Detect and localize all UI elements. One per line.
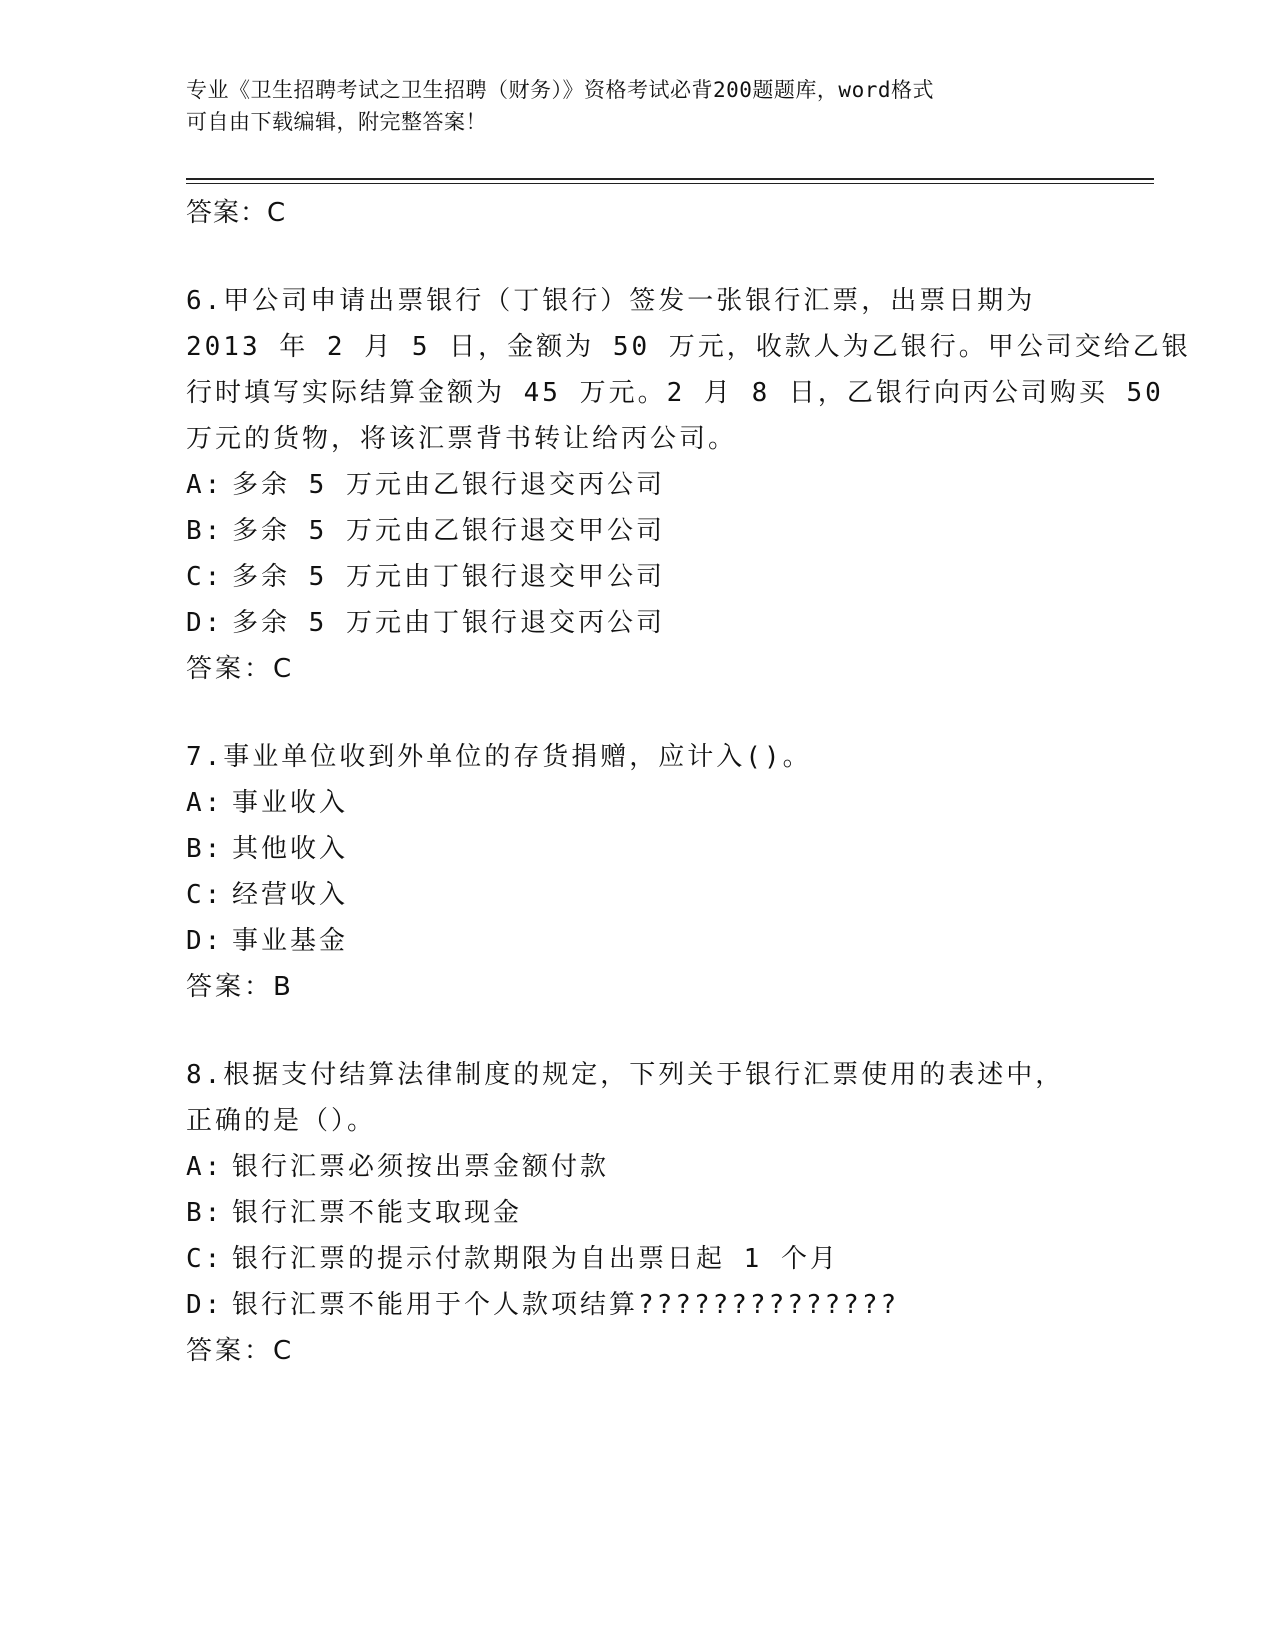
option-letter: A: [186, 1152, 224, 1182]
question-8 [186, 1052, 1086, 1374]
spacer [186, 692, 1086, 734]
option-letter: A: [186, 470, 224, 500]
option-text: 银行汇票不能用于个人款项结算?????????????? [232, 1290, 900, 1320]
spacer [186, 1010, 1086, 1052]
header-line-2: 可自由下载编辑，附完整答案！ [186, 110, 487, 134]
option-text: 事业收入 [232, 788, 349, 818]
answer-line: 答案：C [186, 1336, 295, 1366]
option-letter: D: [186, 1290, 224, 1320]
option-letter: C: [186, 1244, 224, 1274]
option-c [186, 1236, 1086, 1282]
option-d [186, 1282, 1086, 1328]
answer-line: 答案：B [186, 972, 294, 1002]
option-letter: D: [186, 608, 224, 638]
option-a [186, 1144, 1086, 1190]
option-text: 多余 5 万元由丁银行退交甲公司 [232, 562, 665, 592]
question-text-line: 万元的货物，将该汇票背书转让给丙公司。 [186, 424, 738, 454]
document-body [186, 190, 1191, 1374]
option-c [186, 872, 1086, 918]
question-7 [186, 734, 1086, 1010]
option-b [186, 1190, 1086, 1236]
option-text: 经营收入 [232, 880, 349, 910]
header-rule-thin [186, 183, 1154, 184]
previous-answer: 答案：C [186, 198, 287, 228]
option-text: 多余 5 万元由丁银行退交丙公司 [232, 608, 665, 638]
question-text-line: 7.事业单位收到外单位的存货捐赠，应计入()。 [186, 742, 812, 772]
option-letter: B: [186, 516, 224, 546]
option-text: 银行汇票不能支取现金 [232, 1198, 523, 1228]
option-letter: A: [186, 788, 224, 818]
question-text-line: 正确的是（）。 [186, 1106, 377, 1136]
header-rule-thick [186, 178, 1154, 180]
option-letter: C: [186, 562, 224, 592]
option-letter: B: [186, 1198, 224, 1228]
question-text-line: 8.根据支付结算法律制度的规定，下列关于银行汇票使用的表述中， [186, 1060, 1065, 1090]
option-letter: B: [186, 834, 224, 864]
document-header [186, 74, 1086, 138]
option-text: 事业基金 [232, 926, 349, 956]
option-b [186, 826, 1086, 872]
option-text: 多余 5 万元由乙银行退交丙公司 [232, 470, 665, 500]
option-letter: D: [186, 926, 224, 956]
option-text: 多余 5 万元由乙银行退交甲公司 [232, 516, 665, 546]
question-text-line: 6.甲公司申请出票银行（丁银行）签发一张银行汇票，出票日期为 [186, 286, 1036, 316]
option-letter: C: [186, 880, 224, 910]
option-text: 银行汇票的提示付款期限为自出票日起 1 个月 [232, 1244, 839, 1274]
option-a [186, 780, 1086, 826]
spacer [186, 236, 1086, 278]
option-b [186, 508, 1086, 554]
option-text: 银行汇票必须按出票金额付款 [232, 1152, 610, 1182]
answer-line: 答案：C [186, 654, 295, 684]
question-text-line: 2013 年 2 月 5 日，金额为 50 万元，收款人为乙银行。甲公司交给乙银 [186, 332, 1191, 362]
question-text-line: 行时填写实际结算金额为 45 万元。2 月 8 日，乙银行向丙公司购买 50 [186, 378, 1164, 408]
question-6 [186, 278, 1191, 692]
option-a [186, 462, 1086, 508]
header-line-1: 专业《卫生招聘考试之卫生招聘（财务）》资格考试必背200题题库，word格式 [186, 78, 934, 102]
option-d [186, 600, 1086, 646]
option-c [186, 554, 1086, 600]
option-text: 其他收入 [232, 834, 349, 864]
option-d [186, 918, 1086, 964]
